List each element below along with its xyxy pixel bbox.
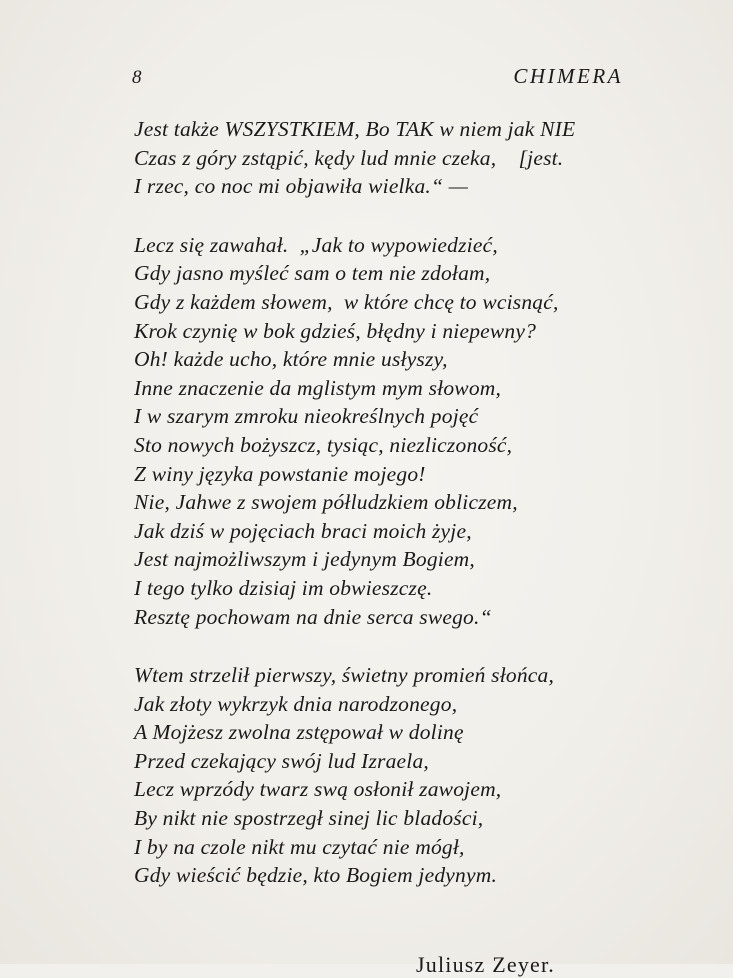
poem-line: Gdy z każdem słowem, w które chcę to wcisnąć, bbox=[134, 289, 559, 314]
page-number: 8 bbox=[132, 67, 142, 88]
stanza bbox=[134, 231, 643, 631]
stanza bbox=[134, 661, 643, 890]
poem-line: By nikt nie spostrzegł sinej lic bladości, bbox=[134, 806, 484, 831]
poem-line: Czas z góry zstąpić, kędy lud mnie czeka, [jest. bbox=[134, 145, 564, 170]
poem-line: Jak złoty wykrzyk dnia narodzonego, bbox=[134, 691, 458, 716]
stanza bbox=[134, 115, 643, 201]
poem-line: I w szarym zmroku nieokreślnych pojęć bbox=[134, 404, 479, 429]
poem-line: Oh! każde ucho, które mnie usłyszy, bbox=[134, 347, 448, 372]
poem-line: Przed czekający swój lud Izraela, bbox=[134, 748, 430, 773]
poem-line: Sto nowych bożyszcz, tysiąc, niezliczoność, bbox=[134, 432, 513, 457]
author-signature: Juliusz Zeyer. bbox=[416, 951, 555, 977]
poem-line: Gdy wieścić będzie, kto Bogiem jedynym. bbox=[134, 863, 498, 888]
poem-line: Jest najmożliwszym i jedynym Bogiem, bbox=[134, 547, 475, 572]
page-header bbox=[60, 64, 673, 89]
poem-line: I tego tylko dzisiaj im obwieszczę. bbox=[134, 575, 433, 600]
poem-line: Nie, Jahwe z swojem półludzkiem obliczem, bbox=[134, 490, 518, 515]
poem-line: Resztę pochowam na dnie serca swego.“ bbox=[134, 604, 492, 629]
running-head: CHIMERA bbox=[513, 64, 623, 88]
poem-line: Jak dziś w pojęciach braci moich żyje, bbox=[134, 518, 472, 543]
poem-body bbox=[60, 115, 673, 978]
poem-line: I rzec, co noc mi objawiła wielka.“ — bbox=[134, 174, 469, 199]
poem-line: I by na czole nikt mu czytać nie mógł, bbox=[134, 834, 465, 859]
poem-line: Wtem strzelił pierwszy, świetny promień słońca, bbox=[134, 663, 555, 688]
poem-line: Lecz wprzódy twarz swą osłonił zawojem, bbox=[134, 777, 502, 802]
poem-line: Gdy jasno myśleć sam o tem nie zdołam, bbox=[134, 261, 491, 286]
poem-line: Inne znaczenie da mglistym mym słowom, bbox=[134, 375, 502, 400]
poem-line: Lecz się zawahał. „Jak to wypowiedzieć, bbox=[134, 232, 498, 257]
poem-line: Krok czynię w bok gdzieś, błędny i niepewny? bbox=[134, 318, 537, 343]
poem-line: Jest także WSZYSTKIEM, Bo TAK w niem jak NIE bbox=[134, 117, 576, 141]
poem-line: A Mojżesz zwolna zstępował w dolinę bbox=[134, 720, 464, 745]
poem-line: Z winy języka powstanie mojego! bbox=[134, 461, 426, 486]
